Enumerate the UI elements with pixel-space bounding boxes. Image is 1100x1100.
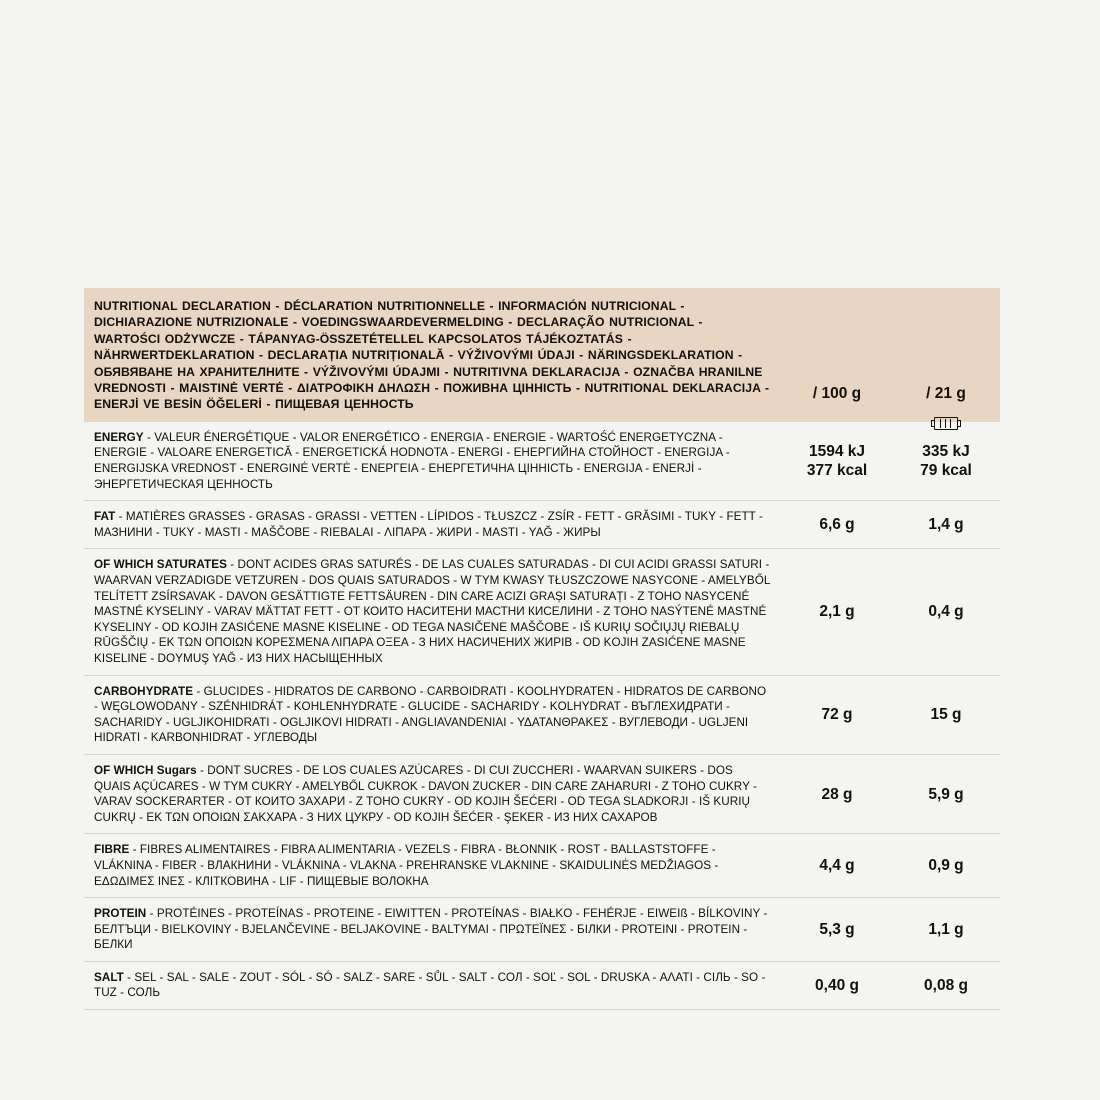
nutrient-desc-cell <box>84 422 782 501</box>
nutrient-label <box>84 422 782 500</box>
nutrient-desc-cell <box>84 675 782 754</box>
nutrient-label <box>84 755 782 833</box>
value-per-portion-secondary: 79 kcal <box>920 462 972 480</box>
value-per-portion-primary: 0,9 g <box>928 857 964 875</box>
value-per-100g <box>782 754 892 833</box>
nutrition-panel <box>84 288 1000 1010</box>
value-per-portion-primary: 15 g <box>930 706 962 724</box>
cereal-bar-icon <box>931 417 961 430</box>
table-row <box>84 834 1000 898</box>
nutrient-translations: - FIBRES ALIMENTAIRES - FIBRA ALIMENTARIA - VEZELS - FIBRA - BŁONNIK - ROST - BALLASTSTOFFE - VLÁKNINA - FIBER - ВЛАКНИНИ - VLÁKNINA - VLAKNA - PREHRANSKE VLAKNINE - SKAIDULINĖS MEDŽIAGOS - ΕΔΩΔΙΜΕΣ ΙΝΕΣ - КЛІТКОВИНА - LIF - ПИЩЕВЫЕ ВОЛОКНА <box>94 843 719 888</box>
value-per-portion-primary: 5,9 g <box>928 785 964 803</box>
nutrient-translations: - PROTÉINES - PROTEÍNAS - PROTEINE - EIWITTEN - PROTEÍNAS - BIAŁKO - FEHÉRJE - EIWEIß - BÍLKOVINY - БЕЛТЪЦИ - BIELKOVINY - BJELANČEVINE - BELJAKOVINE - BALTYMAI - ΠΡΩΤΕΪΝΕΣ - БІЛКИ - PROTEINI - PROTEIN - БЕЛКИ <box>94 907 768 952</box>
nutrient-name: OF WHICH Sugars <box>94 763 197 777</box>
value-per-100g-secondary: 377 kcal <box>806 462 868 480</box>
value-per-100g <box>782 549 892 675</box>
nutrient-translations: - DONT SUCRES - DE LOS CUALES AZÚCARES - DI CUI ZUCCHERI - WAARVAN SUIKERS - DOS QUAIS AÇÚCARES - W TYM CUKRY - AMELYBŐL CUKROK - DAVON ZUCKER - DIN CARE ZAHARURI - Z TOHO CUKRY - VARAV SOCKERARTER - ОТ КОИТО ЗАХАРИ - Z TOHO CUKRY - OD KOJIH ŠEĆERI - OD TEGA SLADKORJI - IŠ KURIŲ CUKRŲ - ΕΚ ΤΩΝ ΟΠΟΙΩΝ ΣΑΚΧΑΡΑ - З НИХ ЦУКРУ - OD KOJIH ŠEĆER - ŞEKER - ИЗ НИХ САХАРОВ <box>94 763 757 824</box>
value-per-portion-primary: 0,08 g <box>924 976 968 994</box>
nutrient-label <box>84 501 782 548</box>
header-col2-cell <box>892 288 1000 422</box>
value-per-portion-primary: 1,4 g <box>928 516 964 534</box>
value-per-100g <box>782 501 892 549</box>
value-per-portion-primary: 0,4 g <box>928 603 964 621</box>
value-per-100g-primary: 5,3 g <box>819 920 855 938</box>
table-row <box>84 754 1000 833</box>
nutritional-declaration-title: NUTRITIONAL DECLARATION - DÉCLARATION NUTRITIONNELLE - INFORMACIÓN NUTRICIONAL - DICHIARAZIONE NUTRIZIONALE - VOEDINGSWAARDEVERMELDING - DECLARAÇÃO NUTRICIONAL - WARTOŚCI ODŻYWCZE - TÁPANYAG-ÖSSZETÉTELLEL KAPCSOLATOS TÁJÉKOZTATÁS - NÄHRWERTDEKLARATION - DECLARAȚIA NUTRIȚIONALĂ - VÝŽIVOVÝMI ÚDAJI - NÄRINGSDEKLARATION - ОБЯВЯВАНЕ НА ХРАНИТЕЛНИТЕ - VÝŽIVOVÝMI ÚDAJMI - NUTRITIVNA DEKLARACIJA - OZNAČBA HRANILNE VREDNOSTI - MAISTINĖ VERTĖ - ΔΙΑΤΡΟΦΙΚΗ ΔΗΛΩΣΗ - ПОЖИВНА ЦІННІСТЬ - NUTRITIONAL DEKLARACIJA - ENERJİ VE BESİN ÖĞELERİ - ПИЩЕВАЯ ЦЕННОСТЬ <box>94 299 770 412</box>
header-title-cell <box>84 288 782 422</box>
nutrient-translations: - MATIÈRES GRASSES - GRASAS - GRASSI - VETTEN - LÍPIDOS - TŁUSZCZ - ZSÍR - FETT - GRĂSIMI - TUKY - FETT - МАЗНИНИ - TUKY - MASTI - MAŠČOBE - RIEBALAI - ΛΙΠΑΡΑ - ЖИРИ - MASTI - YAĞ - ЖИРЫ <box>94 510 763 539</box>
nutrient-name: FAT <box>94 510 116 524</box>
value-per-portion <box>892 422 1000 501</box>
value-per-portion <box>892 898 1000 962</box>
value-per-portion <box>892 549 1000 675</box>
value-per-100g <box>782 898 892 962</box>
nutrient-name: FIBRE <box>94 843 130 857</box>
nutrition-table-body <box>84 288 1000 1010</box>
value-per-portion-primary: 335 kJ <box>922 443 970 461</box>
nutrient-desc-cell <box>84 834 782 898</box>
value-per-portion-primary: 1,1 g <box>928 920 964 938</box>
value-per-portion <box>892 501 1000 549</box>
nutrient-translations: - VALEUR ÉNERGÉTIQUE - VALOR ENERGÉTICO - ENERGIA - ENERGIE - WARTOŚĆ ENERGETYCZNA - ENERGIE - VALOARE ENERGETICĂ - ENERGETICKÁ HODNOTA - ENERGI - ЕНЕРГИЙНА СТОЙНОСТ - ENERGIJA - ENERGIJSKA VREDNOST - ENERGINĖ VERTĖ - ΕΝΕΡΓΕΙΑ - ЕНЕРГЕТИЧНА ЦІННІСТЬ - ENERGIJA - ENERJİ - ЭНЕРГЕТИЧЕСКАЯ ЦЕННОСТЬ <box>94 430 730 491</box>
nutrient-label <box>84 962 782 1009</box>
value-per-100g-primary: 0,40 g <box>815 976 859 994</box>
nutrient-desc-cell <box>84 898 782 962</box>
value-per-100g-primary: 6,6 g <box>819 516 855 534</box>
nutrient-desc-cell <box>84 961 782 1009</box>
table-row <box>84 501 1000 549</box>
nutrient-name: OF WHICH SATURATES <box>94 558 227 572</box>
nutrient-desc-cell <box>84 501 782 549</box>
nutrient-label <box>84 549 782 674</box>
value-per-100g <box>782 961 892 1009</box>
table-row <box>84 549 1000 675</box>
nutrient-label <box>84 898 782 961</box>
nutrient-translations: - GLUCIDES - HIDRATOS DE CARBONO - CARBOIDRATI - KOOLHYDRATEN - HIDRATOS DE CARBONO - WĘGLOWODANY - SZÉNHIDRÁT - KOHLENHYDRATE - GLUCIDE - SACHARIDY - KOLHYDRAT - ВЪГЛЕХИДРАТИ - SACHARIDY - UGLJIKOHIDRATI - OGLJIKOVI HIDRATI - ANGLIAVANDENIAI - ΥΔΑΤΑΝΘΡΑΚΕΣ - ВУГЛЕВОДИ - UGLJENI HIDRATI - KARBONHIDRAT - УГЛЕВОДЫ <box>94 684 767 745</box>
value-per-100g-primary: 4,4 g <box>819 857 855 875</box>
nutrient-label <box>84 676 782 754</box>
value-per-100g <box>782 422 892 501</box>
table-header-row <box>84 288 1000 422</box>
value-per-100g <box>782 675 892 754</box>
value-per-portion <box>892 961 1000 1009</box>
value-per-portion <box>892 754 1000 833</box>
table-row <box>84 961 1000 1009</box>
nutrient-translations: - SEL - SAL - SALE - ZOUT - SÓL - SÓ - SALZ - SARE - SŮL - SALT - СОЛ - SOĽ - SOL - DRUSKA - ΑΛΑΤΙ - СІЛЬ - SO - TUZ - СОЛЬ <box>94 970 766 1000</box>
nutrient-translations: - DONT ACIDES GRAS SATURÉS - DE LAS CUALES SATURADAS - DI CUI ACIDI GRASSI SATURI - WAARVAN VERZADIGDE VETZUREN - DOS QUAIS SATURADOS - W TYM KWASY TŁUSZCZOWE NASYCONE - AMELYBŐL TELÍTETT ZSÍRSAVAK - DAVON GESÄTTIGTE FETTSÄUREN - DIN CARE ACIZI GRAȘI SATURAȚI - Z TOHO NASYCENÉ MASTNÉ KYSELINY - VARAV MÄTTAT FETT - ОТ КОИТО НАСИТЕНИ МАСТНИ КИСЕЛИНИ - Z TOHO NASÝTENÉ MASTNÉ KYSELINY - OD KOJIH ZASIĆENE MASNE KISELINE - OD TEGA NASIČENE MAŠČOBE - IŠ KURIŲ SOČIŲJŲ RIEBALŲ RŪGŠČIŲ - ΕΚ ΤΩΝ ΟΠΟΙΩΝ ΚΟΡΕΣΜΕΝΑ ΛΙΠΑΡΑ ΟΞΕΑ - З НИХ НАСИЧЕНИХ ЖИРІВ - OD KOJIH ZASIĆENE MASNE KISELINE - DOYMUŞ YAĞ - ИЗ НИХ НАСЫЩЕННЫХ <box>94 558 770 665</box>
nutrient-name: PROTEIN <box>94 907 147 921</box>
table-row <box>84 675 1000 754</box>
nutrition-table <box>84 288 1000 1010</box>
value-per-100g-primary: 2,1 g <box>819 603 855 621</box>
value-per-portion <box>892 675 1000 754</box>
nutrient-desc-cell <box>84 754 782 833</box>
value-per-100g <box>782 834 892 898</box>
value-per-100g-primary: 72 g <box>821 706 853 724</box>
header-unit-per-100g: / 100 g <box>812 384 862 402</box>
nutrient-label <box>84 834 782 897</box>
table-row <box>84 422 1000 501</box>
nutrient-name: CARBOHYDRATE <box>94 684 194 698</box>
header-unit-per-portion: / 21 g <box>926 384 966 402</box>
value-per-100g-primary: 1594 kJ <box>808 443 866 461</box>
table-row <box>84 898 1000 962</box>
nutrient-name: ENERGY <box>94 430 144 444</box>
nutrient-name: SALT <box>94 970 124 984</box>
header-col1-cell <box>782 288 892 422</box>
value-per-portion <box>892 834 1000 898</box>
nutrient-desc-cell <box>84 549 782 675</box>
value-per-100g-primary: 28 g <box>821 785 853 803</box>
